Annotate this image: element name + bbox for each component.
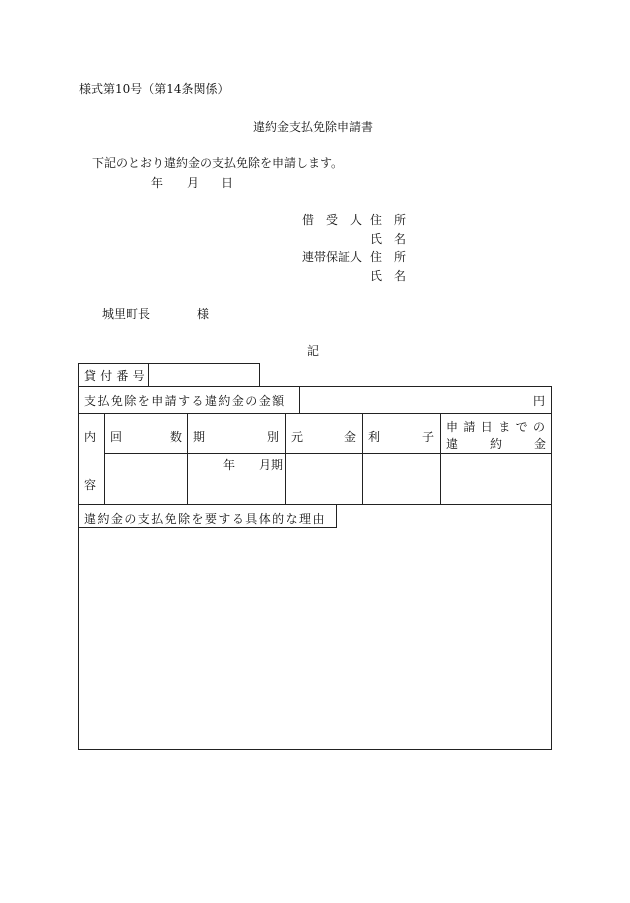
col-principal-1: 元 [291,430,304,444]
col-header-penalty-line1: 申請日までの [446,420,551,434]
principal-field[interactable] [287,455,361,503]
document-title: 違約金支払免除申請書 [253,120,374,134]
yen-unit: 円 [533,394,546,408]
date-year: 年 [151,176,164,190]
col-header-principal [291,428,356,445]
col-header-times [110,428,182,445]
date-month: 月 [187,176,200,190]
intro-text: 下記のとおり違約金の支払免除を申請します。 [92,156,344,170]
col-penalty-1: 違 [446,437,459,451]
col-principal-2: 金 [343,430,356,444]
borrower-role: 借 受 人 [302,213,363,227]
reason-field[interactable] [80,529,550,747]
borrower-address-label: 住 所 [370,213,407,227]
guarantor-address-label: 住 所 [370,250,407,264]
contents-label-top: 内 [84,430,97,444]
col-period-2: 別 [266,430,279,444]
exempt-amount-field[interactable] [301,388,521,411]
exempt-amount-label: 支払免除を申請する違約金の金額 [84,394,286,408]
penalty-field[interactable] [442,455,550,503]
col-times-1: 回 [110,430,123,444]
ki-label: 記 [307,344,320,358]
col-header-penalty-line2 [446,435,546,452]
col-interest-2: 子 [421,430,434,444]
col-interest-1: 利 [368,430,381,444]
honorific: 様 [197,307,210,321]
addressee: 城里町長 [102,307,151,321]
borrower-name-label: 氏 名 [370,232,407,246]
loan-number-field[interactable] [150,365,258,385]
reason-label: 違約金の支払免除を要する具体的な理由 [84,512,326,526]
col-period-1: 期 [193,430,206,444]
col-penalty-2: 約 [489,437,502,451]
period-value[interactable]: 年 月期 [223,458,284,472]
contents-label-bottom: 容 [84,478,97,492]
col-penalty-3: 金 [533,437,546,451]
guarantor-role: 連帯保証人 [302,250,363,264]
times-field[interactable] [106,455,186,503]
col-header-interest [368,428,434,445]
interest-field[interactable] [364,455,439,503]
loan-number-label: 貸付番号 [84,369,149,383]
col-header-period [193,428,279,445]
guarantor-name-label: 氏 名 [370,269,407,283]
form-number: 様式第10号（第14条関係） [79,82,230,96]
date-day: 日 [221,176,234,190]
col-times-2: 数 [169,430,182,444]
